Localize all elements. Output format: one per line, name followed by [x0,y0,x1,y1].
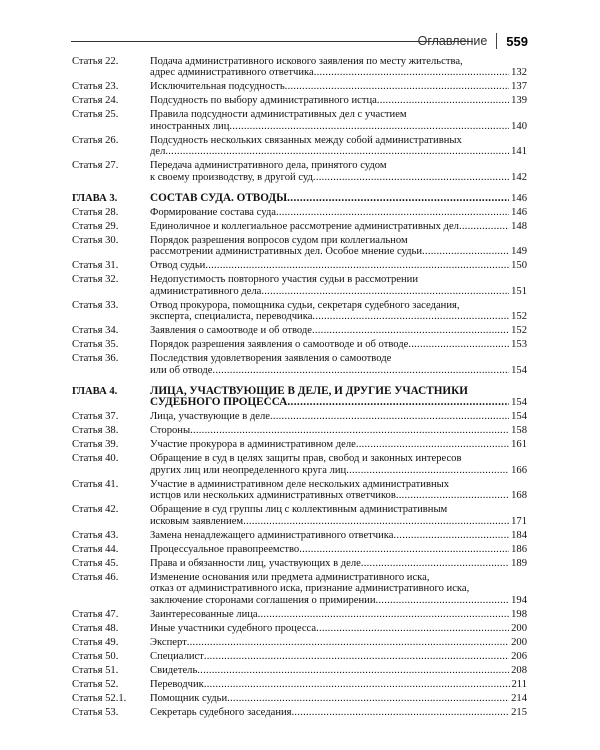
toc-entry [72,609,527,620]
entry-last-line [150,365,527,376]
running-header-section: Оглавление [417,34,488,48]
toc-entry [72,425,527,436]
toc-entry [72,135,527,158]
entry-body [150,260,527,271]
article-label: Статья 30. [72,235,119,247]
page-number: 559 [506,33,528,49]
entry-title-line: или об отводе [150,364,213,376]
entry-body [150,530,527,541]
entry-body [150,544,527,555]
entry-page-number: 198 [511,608,527,620]
entry-page-number: 158 [511,425,527,437]
article-label: Статья 52. [72,678,119,690]
toc-entry [72,544,527,555]
toc-entry [72,325,527,336]
dot-leader [313,172,509,183]
dot-leader [204,679,510,690]
toc-entry [72,339,527,350]
entry-page-number: 132 [511,67,527,79]
entry-body [150,160,527,183]
entry-title-line: Эксперт [150,636,187,648]
article-label: Статья 31. [72,260,119,272]
article-label: Статья 33. [72,299,119,311]
article-label: Статья 39. [72,439,119,451]
article-label: Статья 23. [72,81,119,93]
toc-entry [72,637,527,648]
entry-title-line: иностранных лиц [150,120,230,132]
entry-last-line [150,207,527,218]
toc-entry [72,56,527,79]
dot-leader [396,490,509,501]
entry-title-line: Отвод судьи [150,260,206,272]
article-label: Статья 32. [72,274,119,286]
entry-page-number: 215 [511,706,527,718]
entry-title-line: Изменение основания или предмета административного иска, [150,571,430,583]
article-label: Статья 49. [72,636,119,648]
dot-leader [212,365,509,376]
toc-entry [72,693,527,704]
dot-leader [312,311,509,322]
dot-leader [459,221,509,232]
entry-title-line: Заинтересованные лица [150,608,258,620]
entry-body [150,411,527,422]
article-label: Статья 24. [72,95,119,107]
entry-page-number: 154 [511,364,527,376]
entry-title-line: Формирование состава суда [150,207,276,219]
entry-title-line: ЛИЦА, УЧАСТВУЮЩИЕ В ДЕЛЕ, И ДРУГИЕ УЧАСТНИКИ [150,386,468,398]
entry-title-line: Стороны [150,425,191,437]
article-label: Статья 26. [72,134,119,146]
article-label: Статья 25. [72,109,119,121]
dot-leader [314,67,509,78]
dot-leader [394,530,510,541]
entry-title-line: Секретарь судебного заседания [150,706,292,718]
article-label: Статья 50. [72,650,119,662]
dot-leader [205,260,509,271]
entry-title-line: Последствия удовлетворения заявления о самоотводе [150,353,392,365]
entry-title-line: Исключительная подсудность [150,81,285,93]
dot-leader [165,146,509,157]
dot-leader [376,595,510,606]
entry-page-number: 194 [511,594,527,606]
entry-page-number: 161 [511,439,527,451]
entry-page-number: 200 [511,622,527,634]
entry-last-line [150,325,527,336]
entry-page-number: 168 [511,490,527,502]
entry-title-line: Специалист [150,650,204,662]
entry-body [150,109,527,132]
entry-page-number: 148 [511,221,527,233]
entry-body [150,235,527,258]
entry-body [150,637,527,648]
dot-leader [316,623,509,634]
entry-last-line [150,530,527,541]
entry-page-number: 141 [511,146,527,158]
entry-title-line: Иные участники судебного процесса [150,622,317,634]
entry-title-line: Заявления о самоотводе и об отводе [150,325,312,337]
toc-entry [72,160,527,183]
entry-last-line [150,439,527,450]
entry-body [150,651,527,662]
entry-body [150,425,527,436]
entry-title-line: заключение сторонами соглашения о примирении [150,594,376,606]
article-label: Статья 43. [72,529,119,541]
header-separator [496,33,497,49]
article-label: Статья 46. [72,571,119,583]
entry-page-number: 150 [511,260,527,272]
toc-entry [72,439,527,450]
article-label: Статья 52.1. [72,692,127,704]
article-label: Статья 34. [72,325,119,337]
entry-last-line [150,558,527,569]
toc-chapter [72,193,527,204]
dot-leader [243,516,509,527]
article-label: Статья 29. [72,221,119,233]
toc-entry [72,623,527,634]
entry-last-line [150,425,527,436]
entry-last-line [150,623,527,634]
entry-last-line [150,707,527,718]
dot-leader [187,637,509,648]
entry-title-line: Подсудность по выбору административного истца [150,95,377,107]
entry-body [150,707,527,718]
dot-leader [261,286,509,297]
entry-title-line: Помощник судьи [150,692,228,704]
entry-body [150,665,527,676]
entry-title-line: рассмотрении административных дел. Особое мнение судьи [150,246,423,258]
entry-body [150,623,527,634]
toc-entry [72,572,527,606]
toc-entry [72,453,527,476]
toc-entry [72,207,527,218]
article-label: Статья 48. [72,622,119,634]
entry-last-line [150,286,527,297]
toc-chapter [72,386,527,409]
entry-title-line: к своему производству, в другой суд [150,171,313,183]
entry-title-line: Единоличное и коллегиальное рассмотрение административных дел [150,221,459,233]
chapter-label: ГЛАВА 3. [72,193,118,205]
entry-body [150,339,527,350]
entry-last-line [150,411,527,422]
entry-body [150,325,527,336]
entry-last-line [150,544,527,555]
entry-last-line [150,311,527,322]
entry-page-number: 142 [511,171,527,183]
dot-leader [422,246,509,257]
entry-body [150,479,527,502]
entry-title-line: Обращение в суд группы лиц с коллективным административным [150,504,448,516]
article-label: Статья 40. [72,453,119,465]
entry-body [150,679,527,690]
entry-page-number: 153 [511,339,527,351]
entry-last-line [150,146,527,157]
entry-last-line [150,637,527,648]
toc-entry [72,679,527,690]
entry-title-line: СУДЕБНОГО ПРОЦЕССА [150,396,288,409]
dot-leader [227,693,509,704]
entry-title-line: Правила подсудности административных дел с участием [150,109,407,121]
entry-last-line [150,665,527,676]
table-of-contents [72,56,527,721]
dot-leader [258,609,509,620]
entry-last-line [150,221,527,232]
toc-entry [72,479,527,502]
dot-leader [197,665,509,676]
entry-title-line: отказ от административного иска, признание административного иска, [150,583,470,595]
entry-body [150,95,527,106]
entry-last-line [150,121,527,132]
entry-page-number: 171 [511,515,527,527]
toc-entry [72,530,527,541]
entry-page-number: 137 [511,81,527,93]
entry-page-number: 184 [511,529,527,541]
entry-page-number: 200 [511,636,527,648]
header-rule [71,41,473,42]
article-label: Статья 22. [72,56,119,67]
entry-title-line: исковым заявлением [150,515,244,527]
entry-body [150,439,527,450]
entry-title-line: административного дела [150,285,262,297]
toc-entry [72,300,527,323]
entry-page-number: 152 [511,325,527,337]
entry-title-line: Отвод прокурора, помощника судьи, секретаря судебного заседания, [150,299,460,311]
dot-leader [229,121,509,132]
chapter-label: ГЛАВА 4. [72,386,118,398]
entry-title-line: Недопустимость повторного участия судьи в рассмотрении [150,274,418,286]
entry-title-line: Порядок разрешения заявления о самоотводе и об отводе [150,339,409,351]
entry-body [150,193,527,204]
entry-page-number: 189 [511,557,527,569]
entry-title-line: других лиц или неопределенного круга лиц [150,464,347,476]
entry-body [150,572,527,606]
entry-body [150,135,527,158]
dot-leader [377,95,509,106]
dot-leader [292,707,510,718]
entry-last-line [150,193,527,204]
toc-entry [72,665,527,676]
entry-title-line: Подача административного искового заявления по месту жительства, [150,56,463,67]
entry-page-number: 206 [511,650,527,662]
article-label: Статья 37. [72,411,119,423]
entry-title-line: Участие в административном деле нескольких административных [150,478,450,490]
article-label: Статья 35. [72,339,119,351]
entry-page-number: 166 [511,464,527,476]
dot-leader [312,325,509,336]
entry-title-line: Переводчик [150,678,204,690]
article-label: Статья 51. [72,664,119,676]
article-label: Статья 38. [72,425,119,437]
entry-title-line: Процессуальное правопреемство [150,543,300,555]
entry-last-line [150,67,527,78]
entry-body [150,81,527,92]
entry-title-line: Порядок разрешения вопросов судом при коллегиальном [150,235,408,247]
dot-leader [190,425,509,436]
dot-leader [285,81,509,92]
entry-page-number: 152 [511,311,527,323]
entry-body [150,558,527,569]
article-label: Статья 28. [72,207,119,219]
entry-page-number: 149 [511,246,527,258]
entry-last-line [150,260,527,271]
entry-body [150,274,527,297]
entry-body [150,453,527,476]
entry-last-line [150,693,527,704]
entry-page-number: 154 [511,411,527,423]
article-label: Статья 36. [72,353,119,365]
entry-last-line [150,651,527,662]
dot-leader [287,397,509,408]
toc-entry [72,274,527,297]
entry-last-line [150,516,527,527]
entry-page-number: 208 [511,664,527,676]
dot-leader [361,558,509,569]
entry-body [150,353,527,376]
article-label: Статья 44. [72,543,119,555]
toc-entry [72,235,527,258]
entry-page-number: 140 [511,120,527,132]
entry-last-line [150,465,527,476]
entry-body [150,207,527,218]
toc-entry [72,353,527,376]
entry-body [150,300,527,323]
entry-last-line [150,490,527,501]
dot-leader [408,339,509,350]
toc-entry [72,558,527,569]
dot-leader [287,193,509,204]
entry-title-line: Права и обязанности лиц, участвующих в деле [150,557,361,569]
dot-leader [270,411,509,422]
toc-entry [72,81,527,92]
entry-page-number: 139 [511,95,527,107]
dot-leader [204,651,509,662]
article-label: Статья 47. [72,608,119,620]
entry-last-line [150,595,527,606]
toc-entry [72,411,527,422]
dot-leader [276,207,509,218]
entry-page-number: 214 [511,692,527,704]
entry-title-line: эксперта, специалиста, переводчика [150,311,313,323]
entry-last-line [150,172,527,183]
article-label: Статья 27. [72,160,119,172]
dot-leader [356,439,509,450]
entry-page-number: 186 [511,543,527,555]
entry-page-number: 146 [511,207,527,219]
article-label: Статья 42. [72,504,119,516]
entry-last-line [150,339,527,350]
entry-page-number: 151 [511,285,527,297]
entry-title-line: СОСТАВ СУДА. ОТВОДЫ [150,192,288,205]
entry-body [150,386,527,409]
entry-title-line: дел [150,146,166,158]
dot-leader [346,465,509,476]
entry-body [150,504,527,527]
entry-page-number: 154 [511,397,527,409]
toc-entry [72,109,527,132]
toc-entry [72,221,527,232]
entry-body [150,221,527,232]
toc-entry [72,504,527,527]
entry-title-line: адрес административного ответчика [150,67,314,79]
entry-body [150,693,527,704]
entry-title-line: Передача административного дела, принятого судом [150,160,387,172]
toc-entry [72,707,527,718]
entry-title-line: Свидетель [150,664,198,676]
entry-last-line [150,81,527,92]
entry-body [150,609,527,620]
entry-page-number: 211 [511,678,527,690]
entry-last-line [150,95,527,106]
entry-title-line: Подсудность нескольких связанных между собой административных [150,134,462,146]
entry-last-line [150,679,527,690]
entry-title-line: Замена ненадлежащего административного ответчика [150,529,394,541]
article-label: Статья 41. [72,478,119,490]
entry-body [150,56,527,79]
toc-entry [72,651,527,662]
entry-title-line: истцов или нескольких административных ответчиков [150,490,396,502]
entry-title-line: Участие прокурора в административном деле [150,439,356,451]
toc-entry [72,260,527,271]
entry-last-line [150,246,527,257]
toc-entry [72,95,527,106]
entry-title-line: Обращение в суд в целях защиты прав, свобод и законных интересов [150,453,462,465]
entry-title-line: Лица, участвующие в деле [150,411,270,423]
article-label: Статья 53. [72,706,119,718]
entry-last-line [150,609,527,620]
dot-leader [299,544,509,555]
entry-page-number: 146 [511,193,527,205]
entry-last-line [150,397,527,408]
article-label: Статья 45. [72,557,119,569]
